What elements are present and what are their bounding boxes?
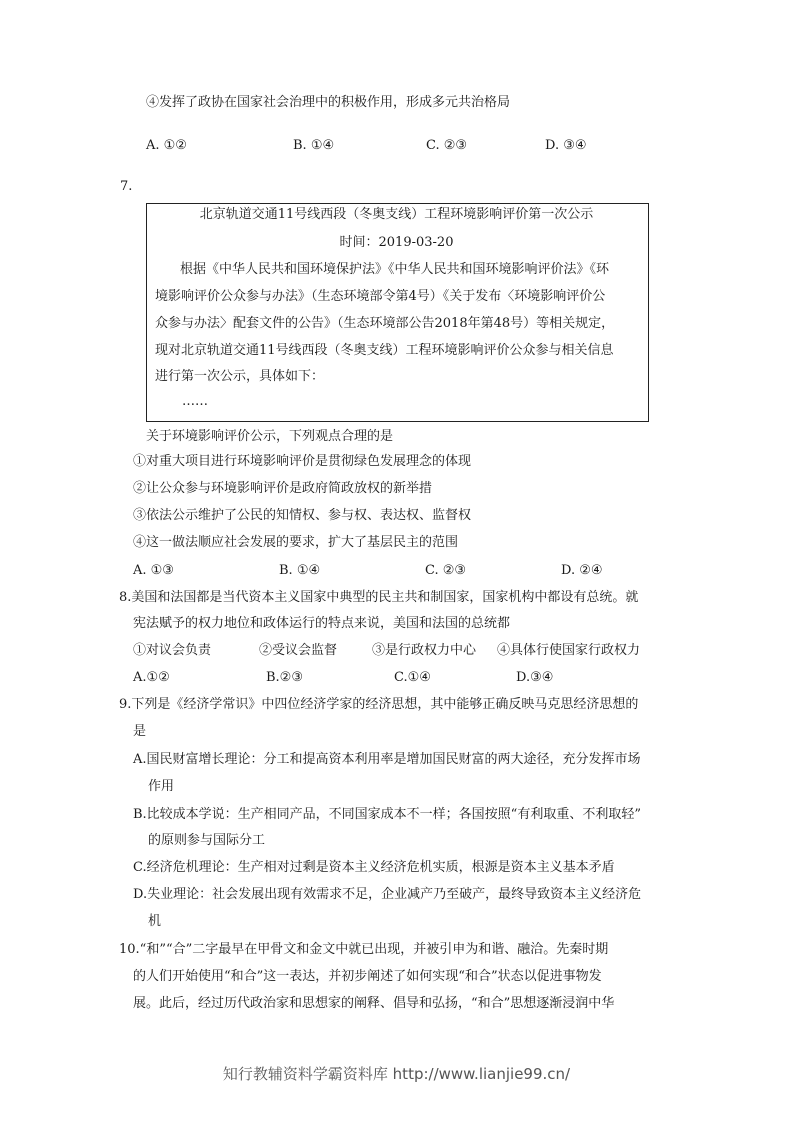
q7-option-d: D. ②④ [561, 563, 603, 578]
q9-option-a: A.国民财富增长理论：分工和提高资本利用率是增加国民财富的两大途径，充分发挥市场 [133, 752, 641, 767]
q9-stem-line: 是 [133, 724, 147, 739]
q10-stem-line: 的人们开始使用“和合”这一表达，并初步阐述了如何实现“和合”状态以促进事物发 [133, 969, 602, 984]
q9-option-d: D.失业理论：社会发展出现有效需求不足，企业减产乃至破产，最终导致资本主义经济危 [133, 887, 642, 902]
q6-option-c: C. ②③ [426, 138, 468, 153]
q7-item-4: ④这一做法顺应社会发展的要求，扩大了基层民主的范围 [133, 535, 459, 550]
q7-item-3: ③依法公示维护了公民的知情权、参与权、表达权、监督权 [133, 508, 472, 523]
q8-item-1: ①对议会负责 [133, 643, 212, 658]
q8-item-2: ②受议会监督 [259, 643, 338, 658]
q7-notice-date: 时间：2019-03-20 [339, 235, 454, 250]
q9-option-d-cont: 机 [148, 914, 162, 929]
q7-notice-line: 众参与办法〉配套文件的公告》（生态环境部公告2018年第48号）等相关规定， [155, 316, 615, 331]
q7-option-b: B. ①④ [279, 563, 321, 578]
q7-notice-line: 进行第一次公示，具体如下： [155, 369, 325, 384]
q6-item-4: ④发挥了政协在国家社会治理中的积极作用，形成多元共治格局 [146, 95, 511, 110]
q8-option-d: D.③④ [516, 670, 554, 685]
q6-option-a: A. ①② [146, 138, 187, 153]
q7-option-c: C. ②③ [425, 563, 467, 578]
q7-notice-title: 北京轨道交通11号线西段（冬奥支线）工程环境影响评价第一次公示 [199, 207, 594, 222]
q8-item-4: ④具体行使国家行政权力 [497, 643, 641, 658]
q6-option-b: B. ①④ [293, 138, 335, 153]
q9-stem-line: 9.下列是《经济学常识》中四位经济学家的经济思想，其中能够正确反映马克思经济思想的 [119, 697, 639, 712]
q7-notice-line: 境影响评价公众参与办法》（生态环境部令第4号）《关于发布〈环境影响评价公 [155, 289, 606, 304]
q8-option-b: B.②③ [266, 670, 303, 685]
q10-stem-line: 展。此后，经过历代政治家和思想家的阐释、倡导和弘扬，“和合”思想逐渐浸润中华 [133, 996, 615, 1011]
q6-option-d: D. ③④ [545, 138, 587, 153]
q8-option-c: C.①④ [394, 670, 431, 685]
q8-stem-line: 8.美国和法国都是当代资本主义国家中典型的民主共和制国家，国家机构中都设有总统。就 [119, 590, 639, 605]
footer-watermark: 知行教辅资料学霸资料库 http://www.lianjie99.cn/ [222, 1065, 571, 1083]
q7-item-2: ②让公众参与环境影响评价是政府简政放权的新举措 [133, 481, 433, 496]
q9-option-c: C.经济危机理论：生产相对过剩是资本主义经济危机实质，根源是资本主义基本矛盾 [133, 860, 615, 875]
q9-option-b: B.比较成本学说：生产相同产品，不同国家成本不一样；各国按照“有利取重、不利取轻” [133, 807, 641, 822]
q7-item-1: ①对重大项目进行环境影响评价是贯彻绿色发展理念的体现 [133, 454, 472, 469]
q7-option-a: A. ①③ [133, 563, 174, 578]
q7-notice-line: 根据《中华人民共和国环境保护法》《中华人民共和国环境影响评价法》《环 [180, 262, 610, 277]
q9-option-b-cont: 的原则参与国际分工 [148, 833, 266, 848]
q7-number: 7. [120, 179, 133, 194]
q7-notice-line: 现对北京轨道交通11号线西段（冬奥支线）工程环境影响评价公众参与相关信息 [155, 343, 614, 358]
q8-option-a: A.①② [133, 670, 170, 685]
q7-stem: 关于环境影响评价公示，下列观点合理的是 [146, 429, 394, 444]
q7-notice-ellipsis: …… [182, 394, 208, 409]
q8-item-3: ③是行政权力中心 [372, 643, 477, 658]
q8-stem-line: 宪法赋予的权力地位和政体运行的特点来说，美国和法国的总统都 [133, 616, 511, 631]
q9-option-a-cont: 作用 [148, 779, 175, 794]
q10-stem-line: 10.“和”“合”二字最早在甲骨文和金文中就已出现，并被引申为和谐、融洽。先秦时期 [119, 942, 609, 957]
